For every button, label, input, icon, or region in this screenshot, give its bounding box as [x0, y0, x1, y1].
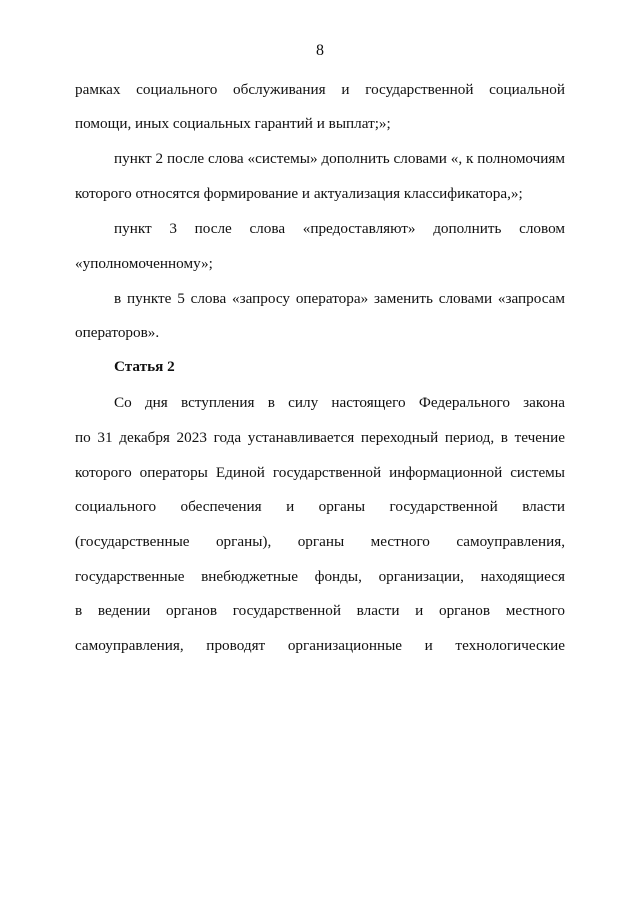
text-line-8: операторов».	[75, 324, 160, 341]
text-line-5: пункт 3 после слова «предоставляют» дополнить словом	[114, 220, 565, 237]
text-line-15: государственные внебюджетные фонды, организации, находящиеся	[75, 568, 565, 585]
article-heading: Статья 2	[114, 358, 175, 375]
text-line-2: помощи, иных социальных гарантий и выплат;»;	[75, 115, 391, 132]
text-line-6: «уполномоченному»;	[75, 255, 213, 272]
text-line-7: в пункте 5 слова «запросу оператора» заменить словами «запросам	[114, 290, 565, 307]
page-number: 8	[316, 42, 324, 59]
text-line-17: самоуправления, проводят организационные и технологические	[75, 637, 565, 654]
text-line-3: пункт 2 после слова «системы» дополнить словами «, к полномочиям	[114, 150, 565, 167]
text-line-14: (государственные органы), органы местного самоуправления,	[75, 533, 565, 550]
text-line-12: которого операторы Единой государственной информационной системы	[75, 464, 565, 481]
text-line-10: Со дня вступления в силу настоящего Федерального закона	[114, 394, 565, 411]
text-line-13: социального обеспечения и органы государственной власти	[75, 498, 565, 515]
text-line-4: которого относятся формирование и актуализация классификатора,»;	[75, 185, 523, 202]
text-line-11: по 31 декабря 2023 года устанавливается переходный период, в течение	[75, 429, 565, 446]
text-line-1: рамках социального обслуживания и государственной социальной	[75, 81, 565, 98]
text-line-16: в ведении органов государственной власти и органов местного	[75, 602, 565, 619]
